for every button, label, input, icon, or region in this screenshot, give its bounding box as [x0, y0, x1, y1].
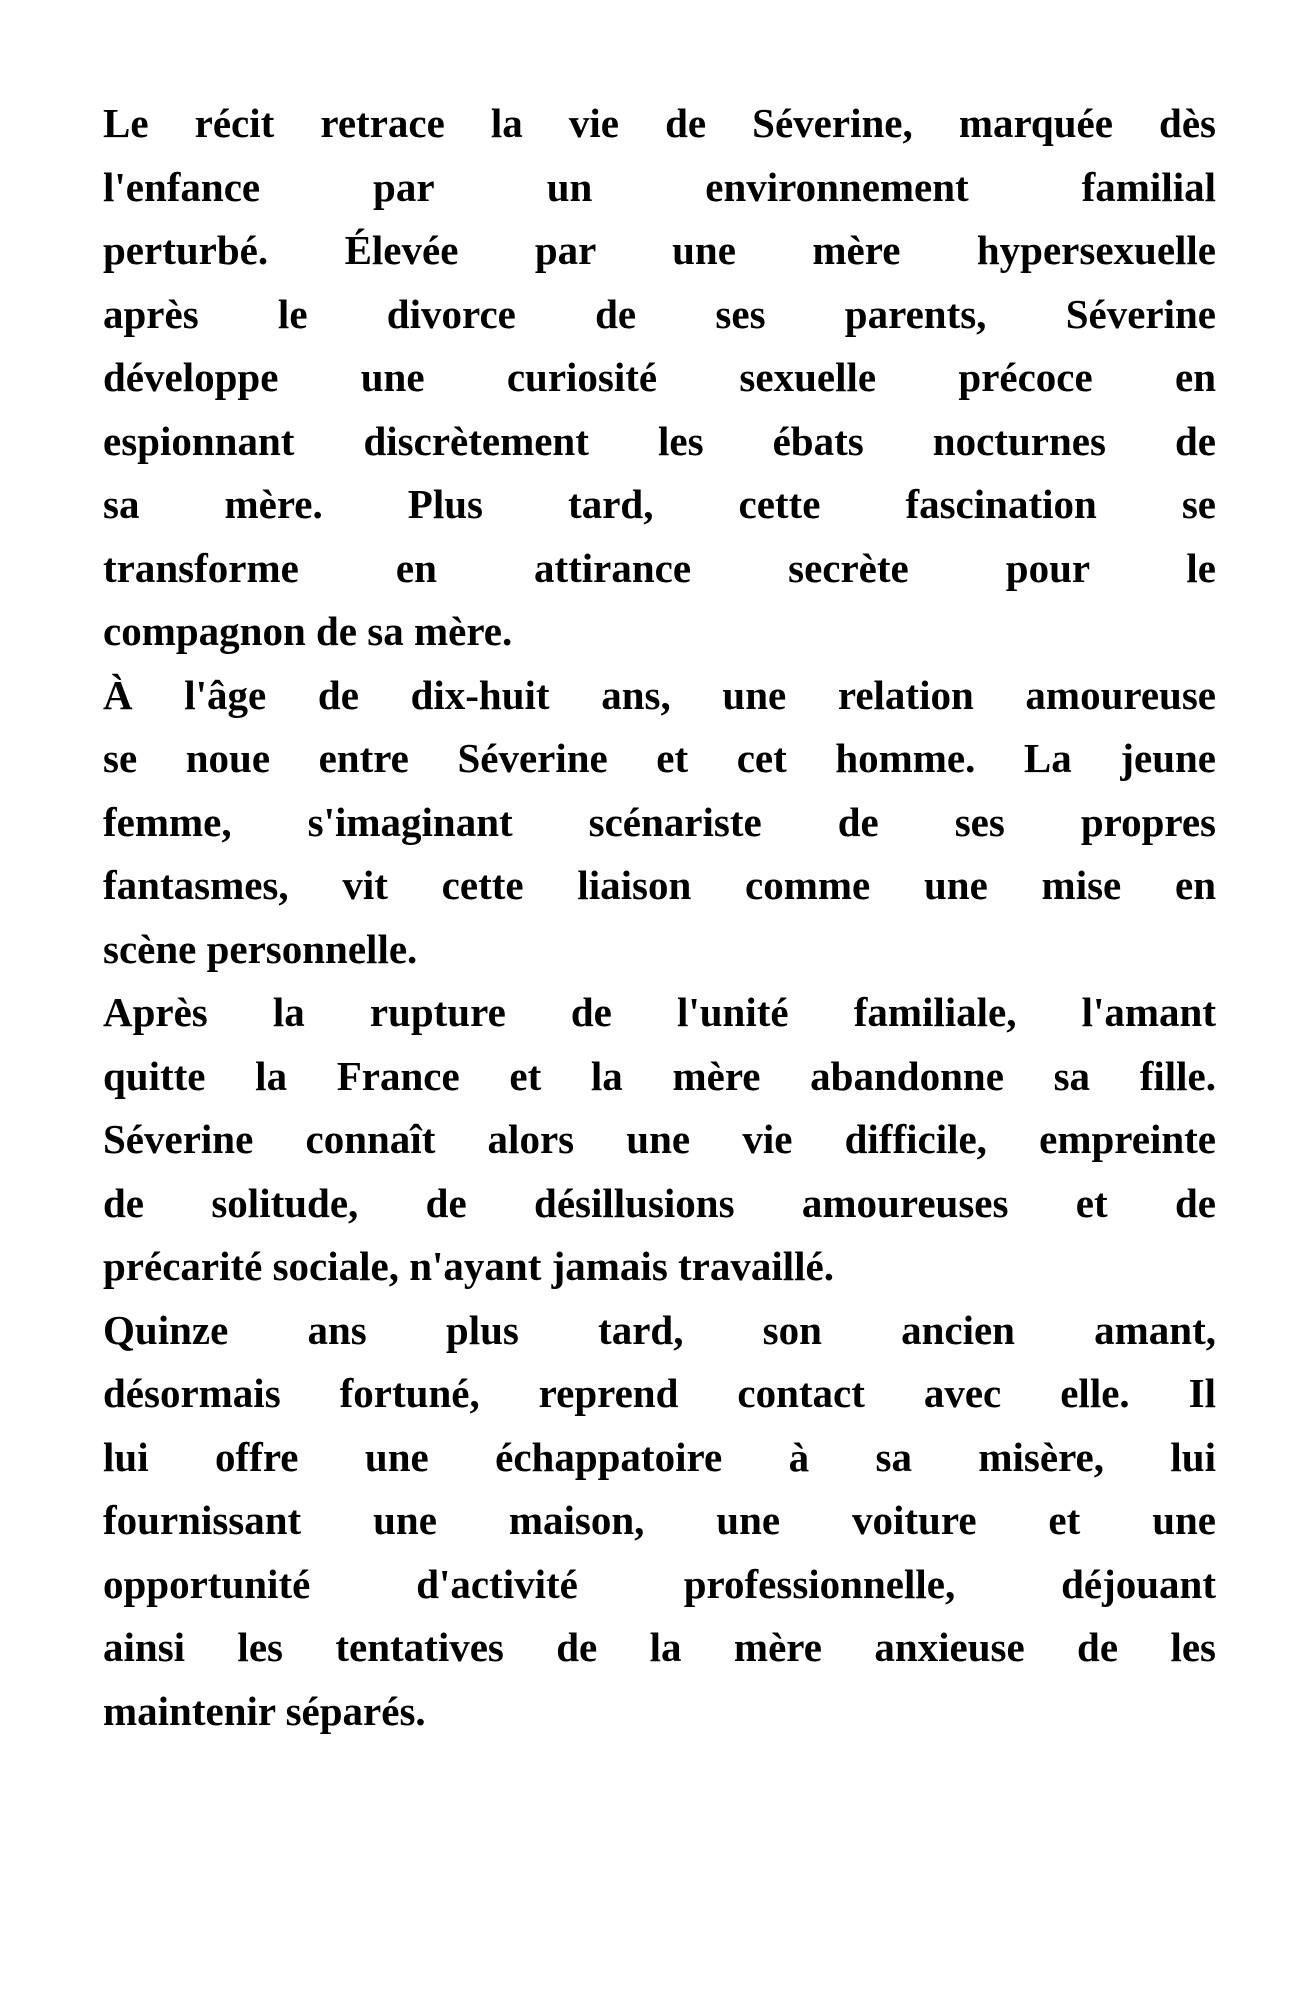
text-line: transforme en attirance secrète pour le — [103, 544, 1216, 591]
text-line: opportunité d'activité professionnelle, déjouant — [103, 1560, 1216, 1607]
text-line: Séverine connaît alors une vie difficile, empreinte — [103, 1116, 1216, 1162]
text-line: développe une curiosité sexuelle précoce en — [103, 354, 1216, 400]
paragraph-3 — [103, 981, 1216, 1299]
text-line: femme, s'imaginant scénariste de ses propres — [103, 798, 1216, 845]
paragraph-2 — [103, 664, 1216, 982]
text-line: l'enfance par un environnement familial — [103, 163, 1216, 210]
text-line: scène personnelle. — [103, 925, 418, 972]
text-line: compagnon de sa mère. — [103, 608, 513, 654]
text-line: après le divorce de ses parents, Séverine — [103, 290, 1216, 337]
text-line: ainsi les tentatives de la mère anxieuse de les — [103, 1624, 1216, 1670]
text-line: maintenir séparés. — [103, 1687, 426, 1734]
text-line: perturbé. Élevée par une mère hypersexuelle — [103, 227, 1216, 273]
text-line: espionnant discrètement les ébats nocturnes de — [103, 417, 1216, 464]
text-line: À l'âge de dix-huit ans, une relation amoureuse — [103, 671, 1216, 718]
text-line: fournissant une maison, une voiture et une — [103, 1497, 1216, 1543]
text-line: quitte la France et la mère abandonne sa fille. — [103, 1052, 1216, 1099]
text-line: Après la rupture de l'unité familiale, l'amant — [103, 989, 1216, 1035]
text-line: fantasmes, vit cette liaison comme une mise en — [103, 862, 1216, 908]
document-page — [103, 92, 1216, 1743]
text-line: précarité sociale, n'ayant jamais travaillé. — [103, 1243, 834, 1289]
text-line: lui offre une échappatoire à sa misère, lui — [103, 1433, 1216, 1480]
text-line: désormais fortuné, reprend contact avec elle. Il — [103, 1370, 1216, 1416]
text-line: Quinze ans plus tard, son ancien amant, — [103, 1306, 1216, 1353]
text-line: se noue entre Séverine et cet homme. La jeune — [103, 735, 1216, 781]
text-line: sa mère. Plus tard, cette fascination se — [103, 481, 1216, 527]
paragraph-4 — [103, 1299, 1216, 1744]
paragraph-1 — [103, 92, 1216, 664]
text-line: Le récit retrace la vie de Séverine, marquée dès — [103, 100, 1216, 146]
text-line: de solitude, de désillusions amoureuses et de — [103, 1179, 1216, 1226]
